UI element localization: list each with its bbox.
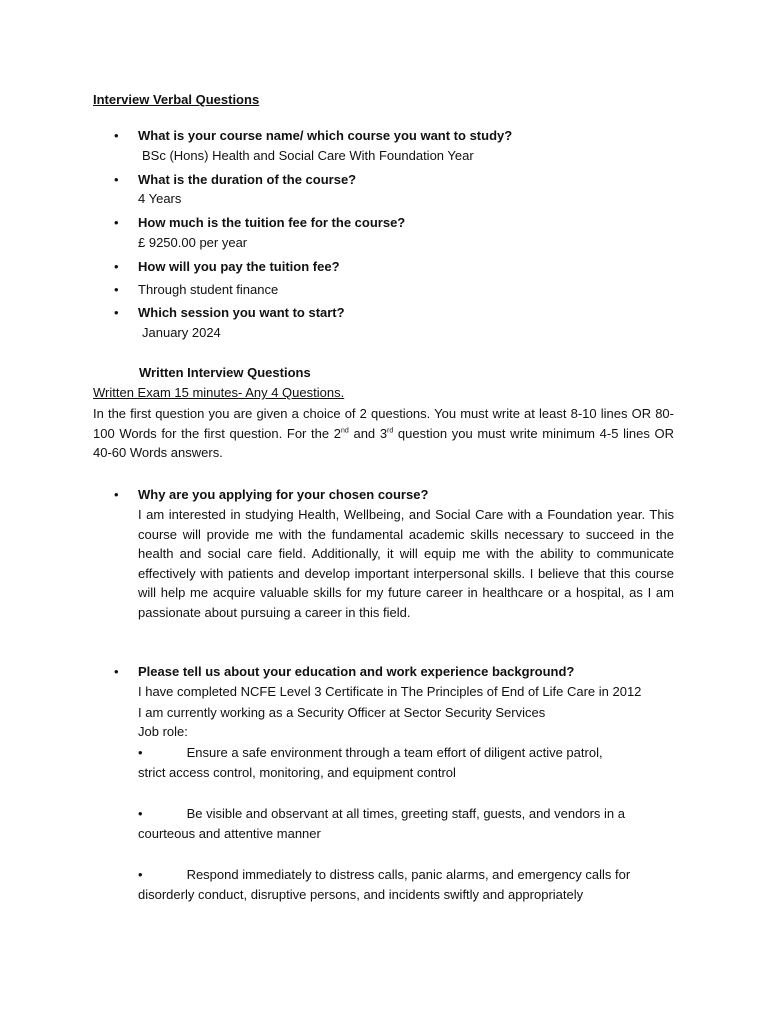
duty-1-line-1: Ensure a safe environment through a team effort of diligent active patrol, [186, 745, 603, 760]
duty-3-line-1: Respond immediately to distress calls, panic alarms, and emergency calls for [186, 867, 631, 882]
bullet: • [138, 806, 143, 821]
instructions-part-1: In the first question you are given a choice of 2 questions. You must write at least 8-10 lines OR 80-100 Words for the first question. For the 2 [93, 406, 674, 441]
verbal-question-6: Which session you want to start? [138, 305, 345, 320]
verbal-question-1: What is your course name/ which course you want to study? [138, 128, 513, 143]
bullet: • [114, 128, 119, 143]
duty-item-3 [138, 865, 678, 904]
duty-3-line-2: disorderly conduct, disruptive persons, and incidents swiftly and appropriately [138, 886, 584, 902]
superscript-nd: nd [341, 427, 349, 435]
verbal-question-3: How much is the tuition fee for the course? [138, 215, 406, 230]
written-heading: Written Interview Questions [139, 365, 311, 380]
bullet: • [114, 282, 119, 297]
written-exam-note: Written Exam 15 minutes- Any 4 Questions. [93, 385, 345, 400]
bullet: • [114, 172, 119, 187]
written-answer-2-line-2: I am currently working as a Security Officer at Sector Security Services [138, 705, 546, 720]
written-instructions [93, 404, 674, 463]
bullet: • [138, 867, 143, 882]
verbal-question-4: How will you pay the tuition fee? [138, 259, 340, 274]
bullet: • [138, 745, 143, 760]
duty-2-line-1: Be visible and observant at all times, greeting staff, guests, and vendors in a [186, 806, 625, 821]
job-role-label: Job role: [138, 724, 188, 739]
bullet: • [114, 305, 119, 320]
instructions-part-2: question you must write minimum 4-5 lines OR 40-60 Words answers. [93, 425, 675, 461]
written-answer-2-line-1: I have completed NCFE Level 3 Certificate in The Principles of End of Life Care in 2012 [138, 684, 642, 699]
written-question-2: Please tell us about your education and work experience background? [138, 664, 575, 679]
duty-item-2 [138, 804, 678, 843]
bullet: • [114, 215, 119, 230]
verbal-answer-3: £ 9250.00 per year [138, 235, 248, 250]
bullet: • [114, 664, 119, 679]
verbal-item-5: Through student finance [138, 282, 279, 297]
written-question-1: Why are you applying for your chosen course? [138, 487, 429, 502]
instructions-and: and 3 [348, 425, 388, 441]
bullet: • [114, 487, 119, 502]
verbal-answer-1: BSc (Hons) Health and Social Care With Foundation Year [142, 148, 474, 163]
duty-2-line-2: courteous and attentive manner [138, 825, 321, 841]
duty-1-line-2: strict access control, monitoring, and equipment control [138, 764, 456, 780]
verbal-heading: Interview Verbal Questions [93, 92, 260, 107]
bullet: • [114, 259, 119, 274]
verbal-answer-6: January 2024 [142, 325, 221, 340]
duty-item-1 [138, 743, 678, 782]
verbal-answer-2: 4 Years [138, 191, 182, 206]
written-answer-1: I am interested in studying Health, Wellbeing, and Social Care with a Foundation year. This course will provide me with the fundamental academic skills necessary to succeed in the health and social care field. Additionally, it will equip me with the ability to communicate effectively with patients and develop important interpersonal skills. I believe that this course will help me acquire valuable skills for my future career in healthcare or a hospital, as I am passionate about pursuing a career in this field. [138, 507, 674, 620]
superscript-rd: rd [387, 427, 394, 435]
verbal-question-2: What is the duration of the course? [138, 172, 357, 187]
